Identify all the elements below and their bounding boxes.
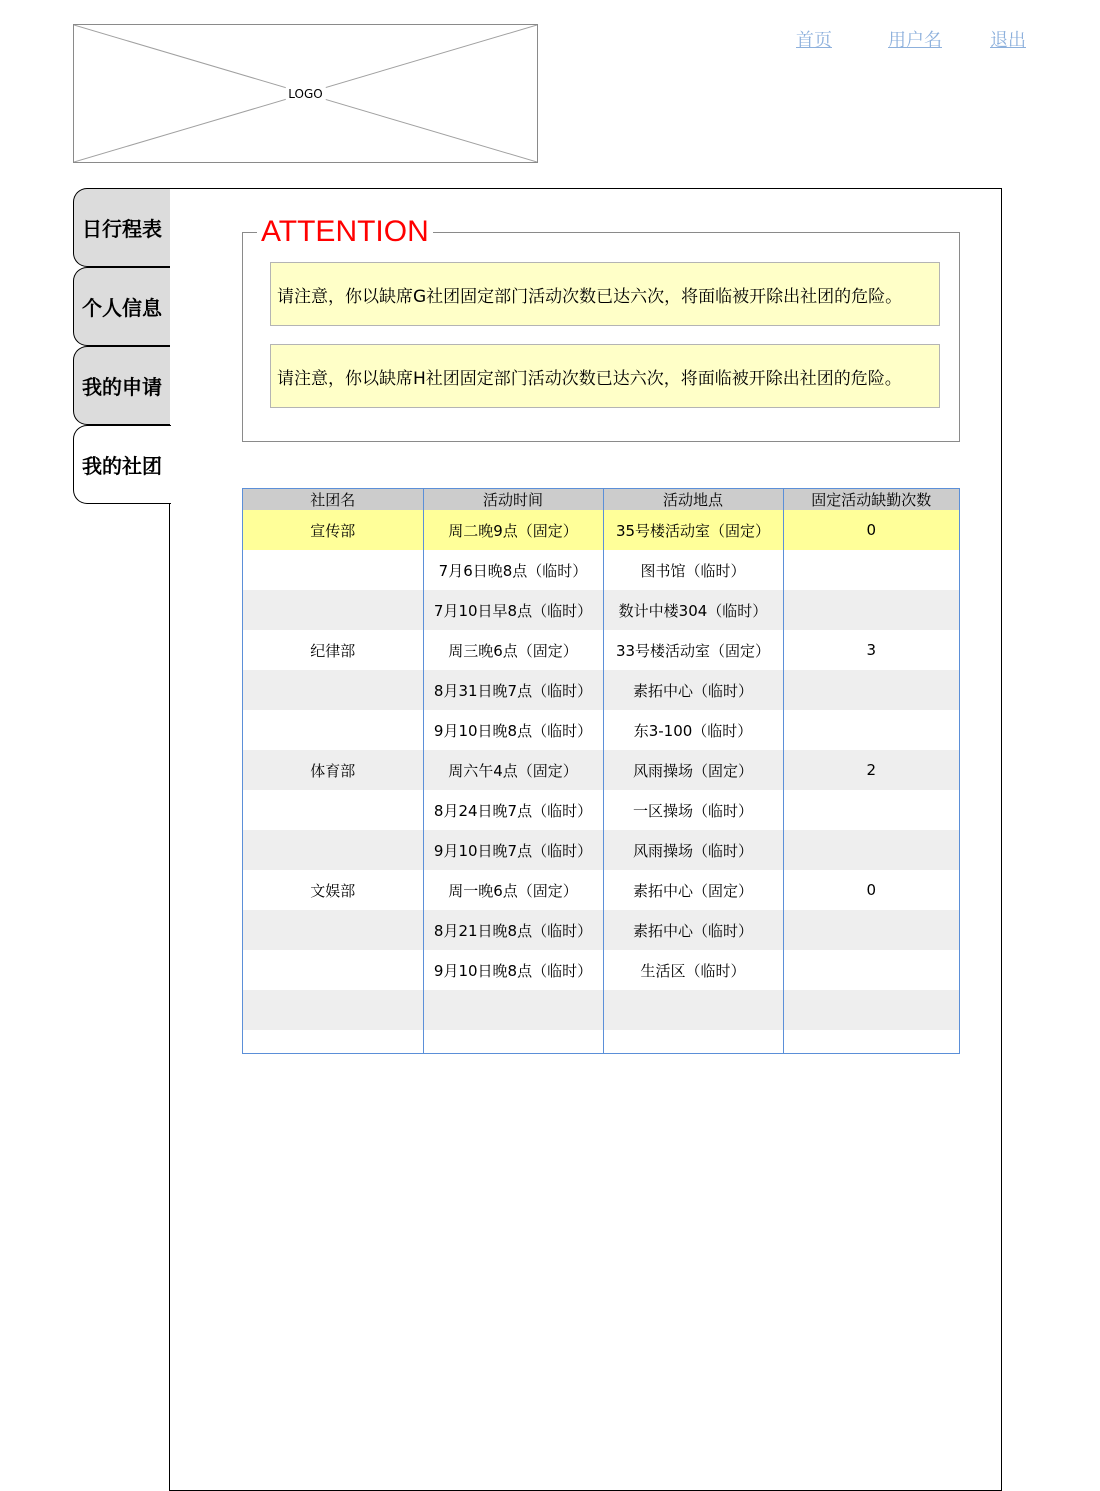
- attention-notice: 请注意，你以缺席H社团固定部门活动次数已达六次，将面临被开除出社团的危险。: [270, 344, 940, 408]
- table-row: [243, 550, 959, 590]
- cell-activity-time: 8月31日晚7点（临时）: [423, 670, 603, 710]
- cell-activity-time: [423, 990, 603, 1030]
- logo-label: LOGO: [285, 86, 325, 102]
- cell-activity-location: [603, 1030, 783, 1054]
- table-row: [243, 710, 959, 750]
- cell-club-name: 体育部: [243, 750, 423, 790]
- cell-absence-count: 3: [783, 630, 959, 670]
- header-absence-count: 固定活动缺勤次数: [783, 489, 959, 510]
- cell-absence-count: 2: [783, 750, 959, 790]
- cell-absence-count: [783, 550, 959, 590]
- cell-absence-count: [783, 830, 959, 870]
- cell-club-name: [243, 710, 423, 750]
- nav-username-link[interactable]: 用户名: [888, 30, 942, 51]
- tab-daily-schedule[interactable]: 日行程表: [73, 188, 170, 267]
- cell-activity-time: 周一晚6点（固定）: [423, 870, 603, 910]
- table-header-row: [243, 489, 959, 510]
- nav-home-link[interactable]: 首页: [796, 30, 832, 51]
- cell-club-name: 纪律部: [243, 630, 423, 670]
- cell-activity-location: 生活区（临时）: [603, 950, 783, 990]
- cell-absence-count: 0: [783, 870, 959, 910]
- attention-title: ATTENTION: [257, 215, 433, 249]
- cell-club-name: 宣传部: [243, 510, 423, 550]
- attention-notice: 请注意，你以缺席G社团固定部门活动次数已达六次，将面临被开除出社团的危险。: [270, 262, 940, 326]
- table-row: [243, 750, 959, 790]
- nav-logout-link[interactable]: 退出: [990, 30, 1026, 51]
- cell-absence-count: [783, 990, 959, 1030]
- table-row: [243, 870, 959, 910]
- cell-activity-time: 9月10日晚8点（临时）: [423, 950, 603, 990]
- cell-club-name: [243, 950, 423, 990]
- cell-activity-time: 8月21日晚8点（临时）: [423, 910, 603, 950]
- cell-club-name: 文娱部: [243, 870, 423, 910]
- table-row: [243, 590, 959, 630]
- cell-absence-count: [783, 710, 959, 750]
- cell-absence-count: [783, 1030, 959, 1054]
- attention-panel: [242, 215, 960, 442]
- table-row: [243, 950, 959, 990]
- table-row: [243, 990, 959, 1030]
- cell-activity-location: 图书馆（临时）: [603, 550, 783, 590]
- table-body: [243, 510, 959, 1054]
- cell-club-name: [243, 590, 423, 630]
- cell-activity-time: 周三晚6点（固定）: [423, 630, 603, 670]
- header-club-name: 社团名: [243, 489, 423, 510]
- cell-club-name: [243, 910, 423, 950]
- table-row: [243, 510, 959, 550]
- cell-club-name: [243, 670, 423, 710]
- table-row: [243, 670, 959, 710]
- cell-activity-time: 9月10日晚7点（临时）: [423, 830, 603, 870]
- table-row: [243, 630, 959, 670]
- cell-activity-time: 7月6日晚8点（临时）: [423, 550, 603, 590]
- cell-absence-count: [783, 790, 959, 830]
- cell-activity-time: [423, 1030, 603, 1054]
- table-row: [243, 790, 959, 830]
- header-activity-time: 活动时间: [423, 489, 603, 510]
- cell-absence-count: [783, 590, 959, 630]
- cell-absence-count: [783, 670, 959, 710]
- cell-absence-count: [783, 910, 959, 950]
- table-row: [243, 830, 959, 870]
- cell-activity-location: 东3-100（临时）: [603, 710, 783, 750]
- cell-club-name: [243, 990, 423, 1030]
- cell-activity-time: 9月10日晚8点（临时）: [423, 710, 603, 750]
- cell-activity-location: 风雨操场（固定）: [603, 750, 783, 790]
- cell-activity-location: 35号楼活动室（固定）: [603, 510, 783, 550]
- top-navigation: [0, 28, 1100, 56]
- cell-activity-location: 33号楼活动室（固定）: [603, 630, 783, 670]
- cell-activity-location: 素拓中心（临时）: [603, 670, 783, 710]
- cell-absence-count: 0: [783, 510, 959, 550]
- cell-activity-location: 风雨操场（临时）: [603, 830, 783, 870]
- table-row: [243, 1030, 959, 1054]
- tab-my-applications[interactable]: 我的申请: [73, 346, 170, 425]
- cell-activity-location: 素拓中心（临时）: [603, 910, 783, 950]
- tab-my-clubs[interactable]: 我的社团: [73, 425, 171, 504]
- cell-activity-time: 8月24日晚7点（临时）: [423, 790, 603, 830]
- tab-personal-info[interactable]: 个人信息: [73, 267, 170, 346]
- cell-activity-location: [603, 990, 783, 1030]
- cell-club-name: [243, 830, 423, 870]
- cell-club-name: [243, 1030, 423, 1054]
- cell-activity-time: 周六午4点（固定）: [423, 750, 603, 790]
- cell-activity-time: 周二晚9点（固定）: [423, 510, 603, 550]
- cell-activity-location: 一区操场（临时）: [603, 790, 783, 830]
- cell-absence-count: [783, 950, 959, 990]
- cell-activity-time: 7月10日早8点（临时）: [423, 590, 603, 630]
- cell-club-name: [243, 790, 423, 830]
- cell-activity-location: 数计中楼304（临时）: [603, 590, 783, 630]
- cell-activity-location: 素拓中心（固定）: [603, 870, 783, 910]
- cell-club-name: [243, 550, 423, 590]
- clubs-table: [242, 488, 960, 1054]
- header-activity-location: 活动地点: [603, 489, 783, 510]
- table-row: [243, 910, 959, 950]
